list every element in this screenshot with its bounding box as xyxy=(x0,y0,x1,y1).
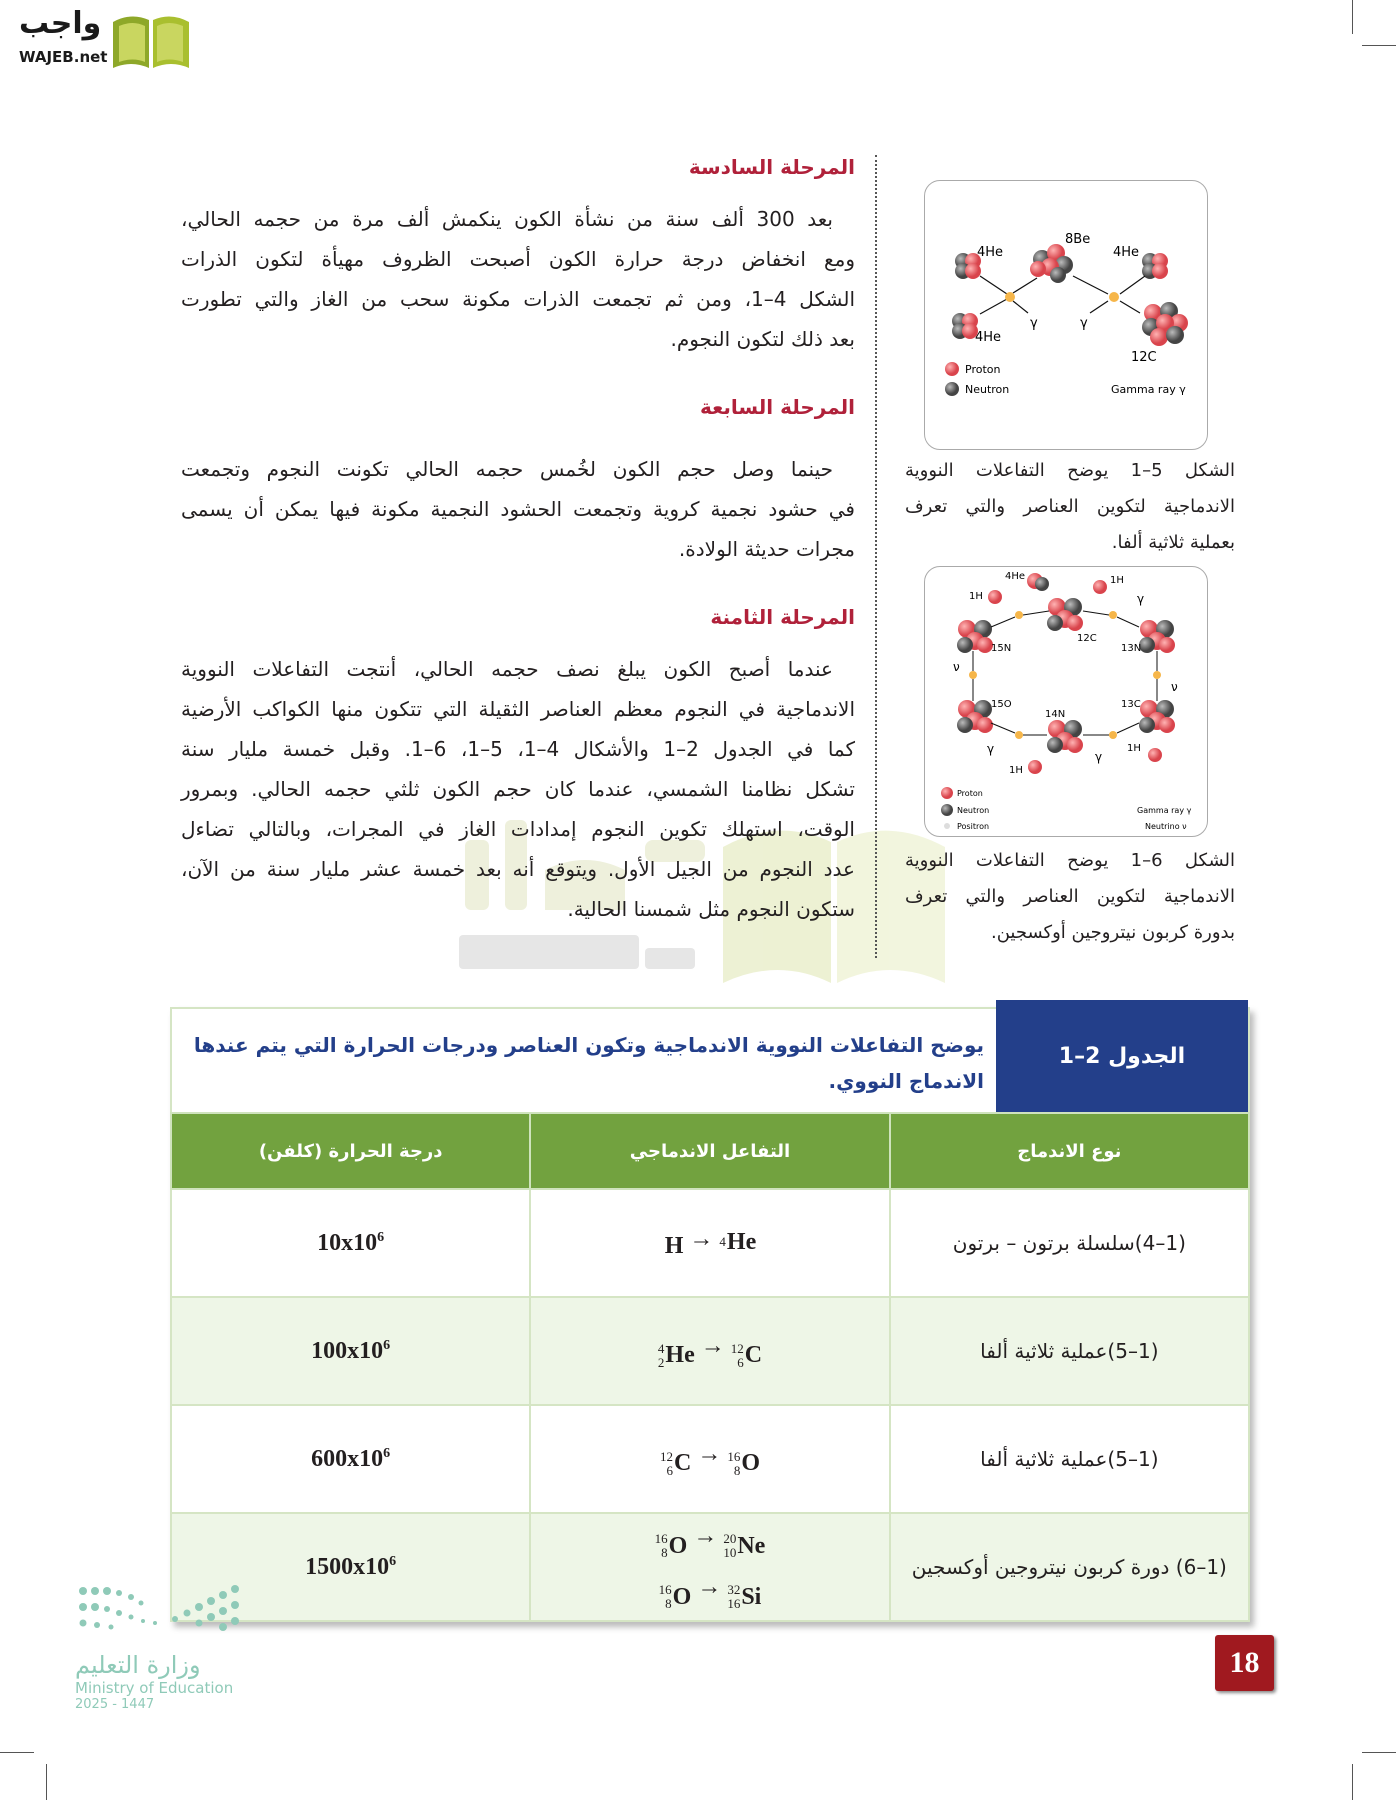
section-heading: المرحلة الثامنة xyxy=(710,605,855,629)
cell-fusion-type: (1–5)عملية ثلاثية ألفا xyxy=(890,1405,1249,1513)
isotope: 32 16 Si xyxy=(727,1582,762,1611)
positron-legend-icon xyxy=(944,823,950,829)
legend-neutron: Neutron xyxy=(957,806,990,815)
cell-reaction xyxy=(530,1297,889,1405)
ministry-dots-icon xyxy=(75,1581,250,1641)
paragraph-line: ستكون النجوم مثل شمسنا الحالية. xyxy=(567,897,855,921)
cell-temperature: $10x10^6$ xyxy=(171,1189,530,1297)
arrow-icon: → xyxy=(693,1523,718,1549)
neutron-legend-icon xyxy=(945,382,959,396)
cell-reaction xyxy=(530,1405,889,1513)
fusion-table xyxy=(170,1007,1250,1622)
reaction-arrows xyxy=(980,276,1145,314)
isotope: 20 10 Ne xyxy=(723,1531,766,1560)
helium-nucleus xyxy=(1142,253,1168,279)
table-grid xyxy=(170,1112,1250,1622)
table-row xyxy=(171,1405,1249,1513)
ministry-logo: وزارة التعليم Ministry of Education 2025 - 1447 xyxy=(75,1581,250,1712)
watermark-wajeb-shape xyxy=(459,935,695,969)
crop-mark xyxy=(1352,0,1353,34)
beryllium-nucleus xyxy=(1030,244,1073,283)
fusion-spark-icon xyxy=(1109,292,1119,302)
label-gamma: γ xyxy=(1080,316,1088,331)
crop-mark xyxy=(1362,1752,1396,1753)
header-fusion-type: نوع الاندماج xyxy=(890,1113,1249,1189)
crop-mark xyxy=(46,1764,47,1800)
label-nu: ν xyxy=(1171,680,1178,694)
paragraph-line: عندما أصبح الكون يبلغ نصف حجمه الحالي، أنتجت التفاعلات النووية xyxy=(181,657,833,681)
table-title: يوضح التفاعلات النووية الاندماجية وتكون العناصر ودرجات الحرارة التي يتم عندها الاندماج النووي. xyxy=(193,1033,984,1093)
paragraph-line: عدد النجوم من الجيل الأول. ويتوقع أنه بعد خمسة عشر مليار سنة من الآن، xyxy=(181,857,855,881)
reaction-formula xyxy=(655,1523,766,1560)
crop-mark xyxy=(1362,45,1396,46)
section-stage-six xyxy=(181,155,855,359)
arrow-icon: → xyxy=(697,1440,722,1467)
figure-cno-cycle xyxy=(924,566,1208,837)
isotope: 16 8 O xyxy=(727,1448,761,1478)
cell-fusion-type: (1–4)سلسلة برتون – برتون xyxy=(890,1189,1249,1297)
label-n15: 15N xyxy=(991,643,1012,654)
column-divider xyxy=(875,155,877,958)
paragraph-line: بعد ذلك لتكون النجوم. xyxy=(670,327,855,351)
paragraph-line: تشكل نظامنا الشمسي، عندما كان حجم الكون ثلثي حجمه الحالي. وبمرور xyxy=(181,777,855,801)
arrow-icon: → xyxy=(697,1574,722,1600)
cell-fusion-type: (1–6) دورة كربون نيتروجين أوكسجين xyxy=(890,1513,1249,1621)
label-c13: 13C xyxy=(1121,699,1141,710)
legend-proton: Proton xyxy=(957,789,983,798)
isotope: 12 6 C xyxy=(660,1448,692,1478)
table-row xyxy=(171,1297,1249,1405)
paragraph-line: في حشود نجمية كروية وتجمعت الحشود النجمية مكونة فيها يمكن أن يسمى xyxy=(181,497,855,521)
section-heading: المرحلة السادسة xyxy=(688,155,855,179)
reaction-formula xyxy=(664,1226,757,1260)
legend-gamma-ray: Gamma ray γ xyxy=(1111,383,1186,396)
label-c: 12C xyxy=(1131,350,1157,365)
cell-temperature: $600x10^6$ xyxy=(171,1405,530,1513)
label-gamma: γ xyxy=(1095,750,1103,764)
label-be: 8Be xyxy=(1065,232,1091,247)
legend-positron: Positron xyxy=(957,822,990,831)
crop-mark xyxy=(0,1752,34,1753)
cell-temperature: $100x10^6$ xyxy=(171,1297,530,1405)
isotope: 12 6 C xyxy=(730,1340,763,1370)
isotope: H xyxy=(664,1232,684,1259)
cell-reaction xyxy=(530,1513,889,1621)
isotope: 16 8 O xyxy=(654,1531,688,1560)
table-title-bar xyxy=(170,1007,1250,1112)
fusion-spark-icon xyxy=(1005,292,1015,302)
arrow-icon: → xyxy=(700,1332,725,1359)
label-he-top: 4He xyxy=(977,245,1004,260)
label-h1: 1H xyxy=(1110,575,1124,586)
paragraph-line: مجرات حديثة الولادة. xyxy=(678,537,855,561)
proton-legend-icon xyxy=(941,787,953,799)
label-he-bottom: 4He xyxy=(975,330,1002,345)
label-gamma: γ xyxy=(1030,316,1038,331)
label-n14: 14N xyxy=(1045,709,1066,720)
label-he: 4He xyxy=(1005,571,1026,582)
table-header-row xyxy=(171,1113,1249,1189)
label-h1: 1H xyxy=(1127,743,1141,754)
section-stage-seven xyxy=(181,395,855,569)
label-o15: 15O xyxy=(991,699,1012,710)
legend-neutron: Neutron xyxy=(965,383,1010,396)
cell-temperature: $1500x10^6$ xyxy=(171,1513,530,1621)
label-h1: 1H xyxy=(1009,765,1023,776)
reaction-formula xyxy=(660,1441,760,1478)
isotope: 4 2 He xyxy=(657,1340,695,1370)
paragraph-line: الاندماجية في النجوم معظم العناصر الثقيلة التي تتكون منها الكواكب الأرضية xyxy=(181,697,855,721)
cell-fusion-type: (1–5)عملية ثلاثية ألفا xyxy=(890,1297,1249,1405)
label-nu: ν xyxy=(953,660,960,674)
label-gamma: γ xyxy=(987,742,995,756)
figure-triple-alpha xyxy=(924,180,1208,450)
isotope: 16 8 O xyxy=(658,1582,692,1611)
reaction-formula xyxy=(659,1574,762,1611)
section-heading: المرحلة السابعة xyxy=(699,395,855,419)
table-row xyxy=(171,1189,1249,1297)
crop-mark xyxy=(1352,1764,1353,1800)
label-c12: 12C xyxy=(1077,633,1097,644)
proton-legend-icon xyxy=(945,362,959,376)
paragraph-line: حينما وصل حجم الكون لخُمس حجمه الحالي تكونت النجوم وتجمعت xyxy=(181,457,833,481)
label-n13: 13N xyxy=(1121,643,1142,654)
label-he-right: 4He xyxy=(1113,245,1140,260)
legend-gamma-ray: Gamma ray γ xyxy=(1137,806,1192,815)
table-number: الجدول 2–1 xyxy=(996,1000,1248,1112)
header-temperature: درجة الحرارة (كلفن) xyxy=(171,1113,530,1189)
reaction-formula xyxy=(658,1333,762,1370)
figure-6-caption: الشكل 6–1 يوضح التفاعلات النووية الاندماجية لتكوين العناصر والتي تعرف بدورة كربون نيتروجين أوكسجين. xyxy=(905,850,1235,943)
page-number: 18 xyxy=(1215,1635,1274,1691)
book-icon xyxy=(109,10,194,70)
legend-proton: Proton xyxy=(965,363,1001,376)
wajeb-logo[interactable]: واجب WAJEB.net xyxy=(9,6,194,68)
paragraph-line: كما في الجدول 2–1 والأشكال 4–1، 5–1، 6–1. وقبل خمسة مليار سنة xyxy=(181,737,856,761)
figure-5-caption: الشكل 5–1 يوضح التفاعلات النووية الاندماجية لتكوين العناصر والتي تعرف بعملية ثلاثية ألفا. xyxy=(905,460,1235,553)
paragraph-line: ومع انخفاض درجة حرارة الكون أصبحت الظروف مهيأة لتكون الذرات xyxy=(181,247,855,271)
label-gamma: γ xyxy=(1137,592,1145,606)
neutron-legend-icon xyxy=(941,804,953,816)
table-row xyxy=(171,1513,1249,1621)
paragraph-line: بعد 300 ألف سنة من نشأة الكون ينكمش ألف مرة من حجمه الحالي، xyxy=(181,207,833,231)
section-stage-eight xyxy=(181,605,855,929)
isotope: 4 He xyxy=(719,1228,757,1255)
paragraph-line: الشكل 4–1، ومن ثم تجمعت الذرات مكونة سحب من الغاز والتي تطورت xyxy=(181,287,855,311)
arrow-icon: → xyxy=(689,1226,714,1253)
cell-reaction xyxy=(530,1189,889,1297)
header-reaction: التفاعل الاندماجي xyxy=(530,1113,889,1189)
label-h1: 1H xyxy=(969,591,983,602)
carbon-nucleus xyxy=(1142,302,1188,346)
legend-neutrino: Neutrino ν xyxy=(1145,822,1187,831)
paragraph-line: الوقت، استهلك تكوين النجوم إمدادات الغاز في المجرات، وبالتالي تضاءل xyxy=(181,817,855,841)
